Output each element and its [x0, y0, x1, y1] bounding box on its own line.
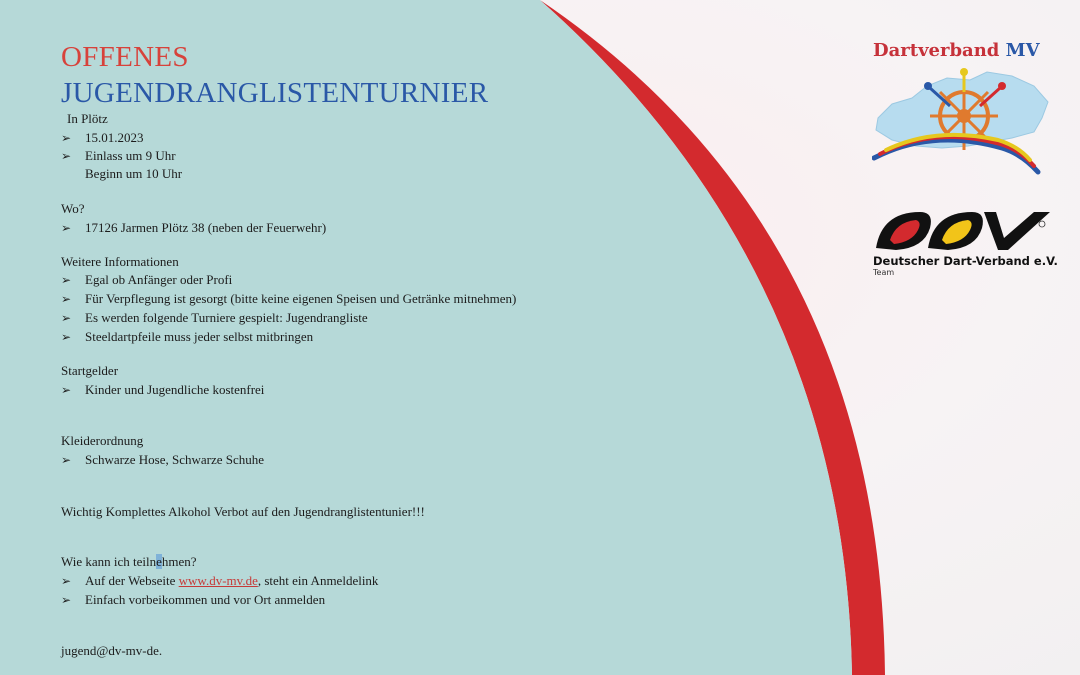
heading-text-part: Wie kann ich teiln [61, 554, 157, 569]
arrow-bullet-icon: ➢ [61, 330, 72, 344]
arrow-bullet-icon: ➢ [61, 593, 72, 607]
info-item: Es werden folgende Turniere gespielt: Jugendrangliste [85, 310, 368, 325]
info-item: Egal ob Anfänger oder Profi [85, 272, 233, 287]
fees-item: Kinder und Jugendliche kostenfrei [85, 382, 265, 397]
arrow-bullet-icon: ➢ [61, 311, 72, 325]
arrow-bullet-icon: ➢ [61, 453, 72, 467]
heading-text-part: hmen? [161, 554, 197, 569]
dartverband-mv-logo-graphic [872, 66, 1052, 176]
entry-time: Einlass um 9 Uhr [85, 148, 176, 163]
arrow-bullet-icon: ➢ [61, 292, 72, 306]
where-heading: Wo? [61, 201, 85, 216]
participate-item: Einfach vorbeikommen und vor Ort anmelden [85, 592, 326, 607]
ddv-logo-graphic [872, 208, 1052, 254]
list-item [61, 571, 378, 591]
list-item [61, 327, 313, 347]
arrow-bullet-icon: ➢ [61, 221, 72, 235]
ddv-subtitle: Team [873, 268, 895, 277]
list-item [61, 128, 144, 148]
arrow-bullet-icon: ➢ [61, 383, 72, 397]
list-item [61, 450, 264, 470]
contact-email: jugend@dv-mv-de. [61, 643, 163, 658]
alcohol-warning: Wichtig Komplettes Alkohol Verbot auf den Jugendranglistentunier!!! [61, 504, 425, 519]
info-item: Steeldartpfeile muss jeder selbst mitbringen [85, 329, 314, 344]
ddv-name: Deutscher Dart-Verband e.V. [873, 254, 1058, 268]
list-item [61, 308, 368, 328]
participate-heading [61, 552, 197, 571]
logo-text-mv: MV [1005, 40, 1040, 61]
list-item [61, 218, 326, 238]
fees-heading: Startgelder [61, 363, 119, 378]
dress-heading: Kleiderordnung [61, 433, 144, 448]
list-item [61, 146, 176, 166]
arrow-bullet-icon: ➢ [61, 273, 72, 287]
logo-text-dartverband: Dartverband [873, 40, 1000, 61]
date-text: 15.01.2023 [85, 130, 144, 145]
info-item: Für Verpflegung ist gesorgt (bitte keine eigenen Speisen und Getränke mitnehmen) [85, 291, 517, 306]
list-item [61, 590, 325, 610]
arrow-bullet-icon: ➢ [61, 574, 72, 588]
arrow-bullet-icon: ➢ [61, 149, 72, 163]
dress-item: Schwarze Hose, Schwarze Schuhe [85, 452, 265, 467]
address-text: 17126 Jarmen Plötz 38 (neben der Feuerwehr) [85, 220, 327, 235]
start-time: Beginn um 10 Uhr [85, 166, 183, 181]
dartverband-mv-logo-text [873, 40, 1040, 62]
title-line-2: JUGENDRANGLISTENTURNIER [61, 77, 489, 109]
list-item [61, 380, 264, 400]
website-suffix: , steht ein Anmeldelink [257, 573, 379, 588]
website-prefix: Auf der Webseite [85, 573, 179, 588]
list-item [61, 289, 516, 309]
location-intro: In Plötz [67, 111, 108, 126]
title-line-1: OFFENES [61, 41, 189, 73]
arrow-bullet-icon: ➢ [61, 131, 72, 145]
text-cursor-highlight: e [156, 554, 162, 569]
ddv-monogram-icon [876, 212, 1050, 250]
list-item [61, 270, 232, 290]
info-heading: Weitere Informationen [61, 254, 179, 269]
website-link[interactable]: www.dv-mv.de [178, 573, 258, 588]
